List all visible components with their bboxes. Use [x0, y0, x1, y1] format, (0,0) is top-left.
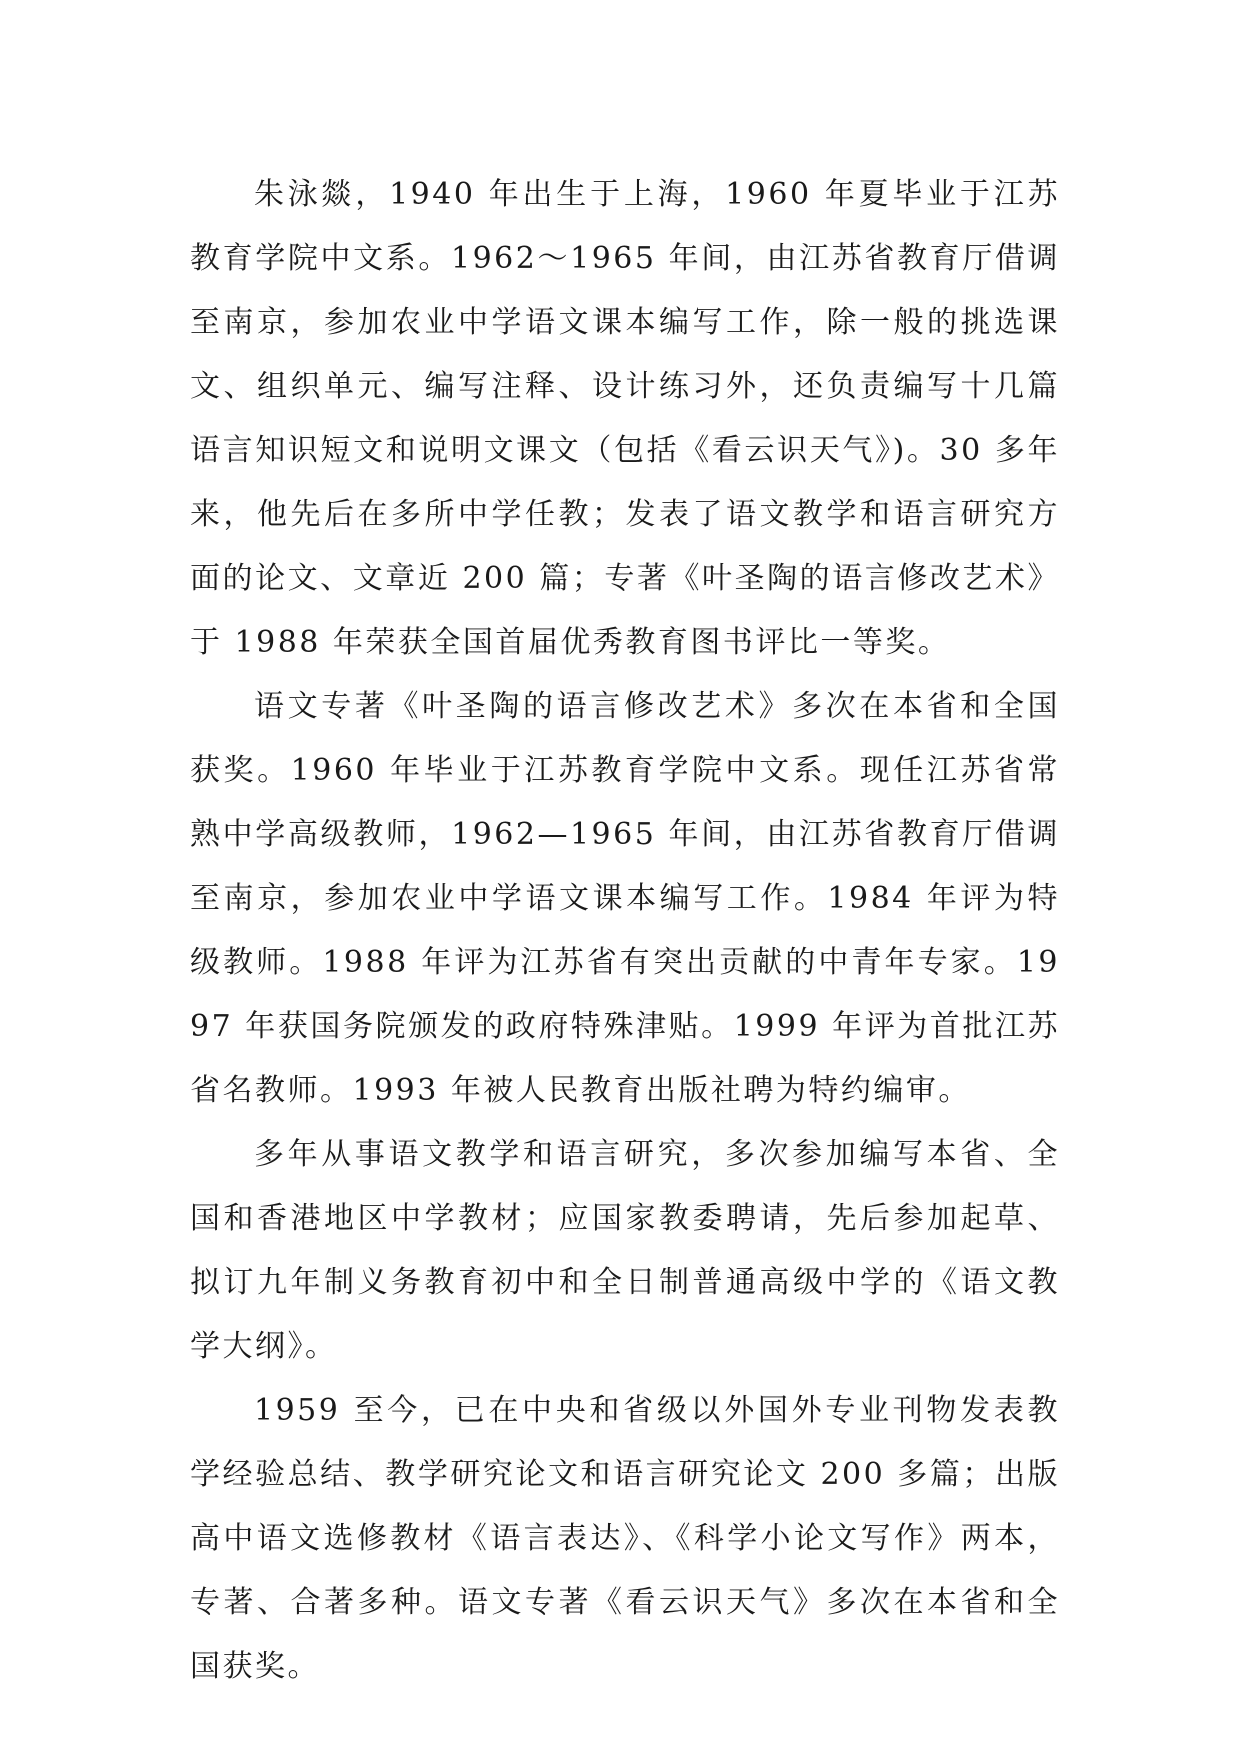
paragraph-3: 多年从事语文教学和语言研究，多次参加编写本省、全国和香港地区中学教材；应国家教委聘请，先后参加起草、拟订九年制义务教育初中和全日制普通高级中学的《语文教学大纲》。: [190, 1137, 1060, 1364]
paragraph-1: 朱泳燚，1940 年出生于上海，1960 年夏毕业于江苏教育学院中文系。1962～1965 年间，由江苏省教育厅借调至南京，参加农业中学语文课本编写工作，除一般的挑选课文、组织单元、编写注释、设计练习外，还负责编写十几篇语言知识短文和说明文课文（包括《看云识天气》)。30 多年来，他先后在多所中学任教；发表了语文教学和语言研究方面的论文、文章近 200 篇；专著《叶圣陶的语言修改艺术》于 1988 年荣获全国首届优秀教育图书评比一等奖。: [190, 177, 1060, 660]
paragraph-4: 1959 至今，已在中央和省级以外国外专业刊物发表教学经验总结、教学研究论文和语言研究论文 200 多篇；出版高中语文选修教材《语言表达》、《科学小论文写作》两本，专著、合著多种。语文专著《看云识天气》多次在本省和全国获奖。: [190, 1393, 1060, 1684]
document-body: [190, 163, 1060, 1699]
paragraph-2: 语文专著《叶圣陶的语言修改艺术》多次在本省和全国获奖。1960 年毕业于江苏教育学院中文系。现任江苏省常熟中学高级教师，1962—1965 年间，由江苏省教育厅借调至南京，参加农业中学语文课本编写工作。1984 年评为特级教师。1988 年评为江苏省有突出贡献的中青年专家。1997 年获国务院颁发的政府特殊津贴。1999 年评为首批江苏省名教师。1993 年被人民教育出版社聘为特约编审。: [190, 689, 1060, 1108]
